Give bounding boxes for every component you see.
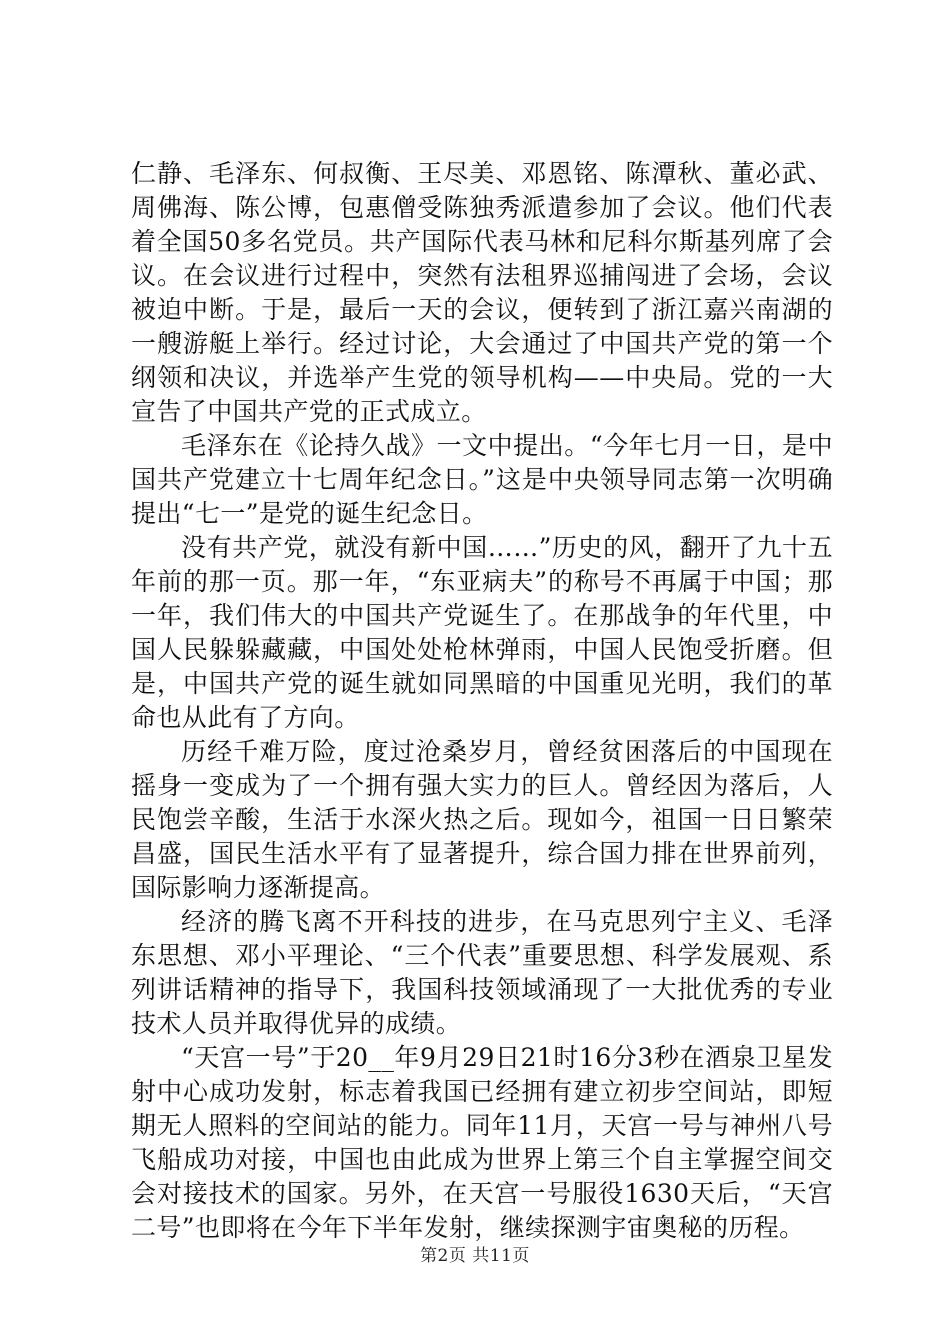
paragraph: 仁静、毛泽东、何叔衡、王尽美、邓恩铭、陈潭秋、董必武、周佛海、陈公博，包惠僧受陈独秀派遣参加了会议。他们代表着全国50多名党员。共产国际代表马林和尼科尔斯基列席了会议。在会议进行过程中，突然有法租界巡捕闯进了会场，会议被迫中断。于是，最后一天的会议，便转到了浙江嘉兴南湖的一艘游艇上举行。经过讨论，大会通过了中国共产党的第一个纲领和决议，并选举产生党的领导机构——中央局。党的一大宣告了中国共产党的正式成立。: [131, 159, 833, 426]
page-number-footer: 第2页 共11页: [420, 1246, 530, 1266]
paragraph: 没有共产党，就没有新中国……”历史的风，翻开了九十五年前的那一页。那一年，“东亚病夫”的称号不再属于中国；那一年，我们伟大的中国共产党诞生了。在那战争的年代里，中国人民躲躲藏藏，中国处处枪林弹雨，中国人民饱受折磨。但是，中国共产党的诞生就如同黑暗的中国重见光明，我们的革命也从此有了方向。: [131, 533, 833, 732]
paragraph: 经济的腾飞离不开科技的进步，在马克思列宁主义、毛泽东思想、邓小平理论、“三个代表”重要思想、科学发展观、系列讲话精神的指导下，我国科技领域涌现了一大批优秀的专业技术人员并取得优异的成绩。: [131, 907, 833, 1038]
paragraph: 毛泽东在《论持久战》一文中提出。“今年七月一日，是中国共产党建立十七周年纪念日。”这是中央领导同志第一次明确提出“七一”是党的诞生纪念日。: [131, 431, 833, 528]
paragraph: “天宫一号”于20__年9月29日21时16分3秒在酒泉卫星发射中心成功发射，标志着我国已经拥有建立初步空间站，即短期无人照料的空间站的能力。同年11月，天宫一号与神州八号飞船成功对接，中国也由此成为世界上第三个自主掌握空间交会对接技术的国家。另外，在天宫一号服役1630天后，“天宫二号”也即将在今年下半年发射，继续探测宇宙奥秘的历程。: [131, 1043, 833, 1242]
document-body: [131, 157, 833, 1245]
paragraph: 历经千难万险，度过沧桑岁月，曾经贫困落后的中国现在摇身一变成为了一个拥有强大实力的巨人。曾经因为落后，人民饱尝辛酸，生活于水深火热之后。现如今，祖国一日日繁荣昌盛，国民生活水平有了显著提升，综合国力排在世界前列，国际影响力逐渐提高。: [131, 737, 833, 902]
